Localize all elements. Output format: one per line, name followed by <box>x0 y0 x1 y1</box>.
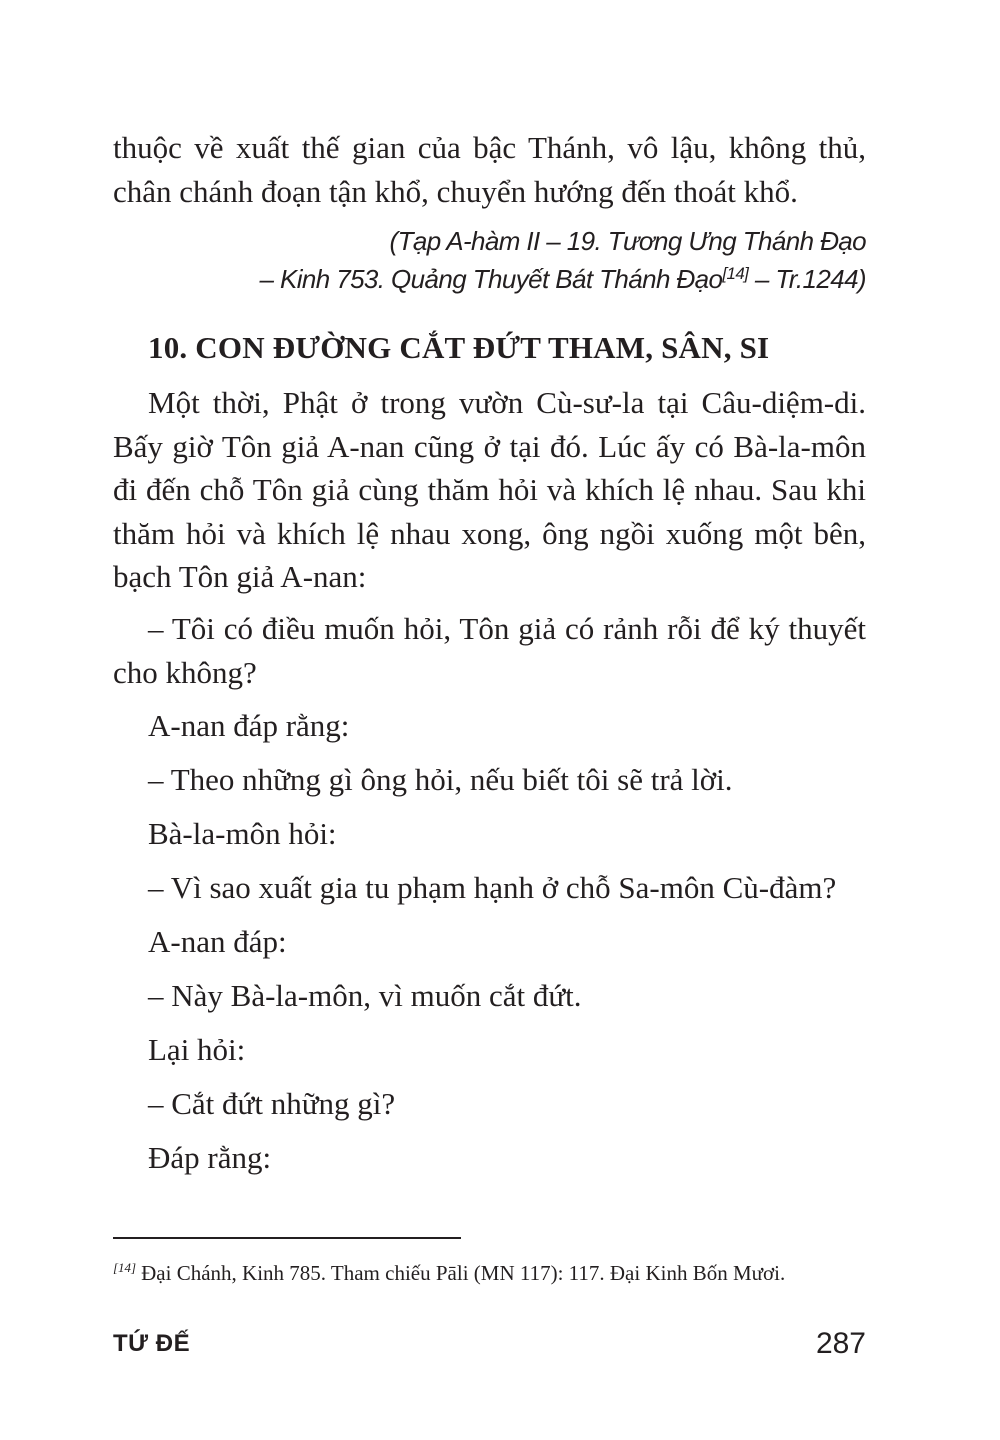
question-paragraph-container <box>113 607 866 694</box>
dialogue-line: A-nan đáp rằng: <box>148 708 350 743</box>
footnote-text: Đại Chánh, Kinh 785. Tham chiếu Pāli (MN 117): 117. Đại Kinh Bốn Mươi. <box>141 1261 786 1285</box>
dialogue-line: Lại hỏi: <box>148 1032 246 1067</box>
citation-line-2-end: – Tr.1244) <box>748 264 866 294</box>
dialogue-line: Bà-la-môn hỏi: <box>148 816 337 851</box>
dialogue-line: – Cắt đứt những gì? <box>148 1086 396 1121</box>
dialogue-line: Đáp rằng: <box>148 1140 272 1175</box>
page-number: 287 <box>815 1327 866 1360</box>
running-footer-title: TỨ ĐẾ <box>113 1330 191 1357</box>
footnote-divider <box>113 1237 461 1239</box>
intro-paragraph: Một thời, Phật ở trong vườn Cù-sư-la tại Câu-diệm-di. Bấy giờ Tôn giả A-nan cũng ở tại đó. Lúc ấy có Bà-la-môn đi đến chỗ Tôn giả cùng thăm hỏi và khích lệ nhau. Sau khi thăm hỏi và khích lệ nhau xong, ông ngồi xuống một bên, bạch Tôn giả A-nan: <box>113 385 866 594</box>
intro-paragraph-container <box>113 381 866 599</box>
citation-line-2-text: – Kinh 753. Quảng Thuyết Bát Thánh Đạo <box>259 264 723 294</box>
dialogue-line: – Theo những gì ông hỏi, nếu biết tôi sẽ trả lời. <box>148 762 733 797</box>
section-heading: 10. CON ĐƯỜNG CẮT ĐỨT THAM, SÂN, SI <box>148 330 770 365</box>
dialogue-line: – Này Bà-la-môn, vì muốn cắt đứt. <box>148 978 582 1013</box>
footnote-marker: [14] <box>113 1260 137 1275</box>
citation-ref-marker: [14] <box>722 264 749 283</box>
citation-line-2 <box>259 260 866 298</box>
opening-paragraph-container <box>113 126 866 213</box>
citation-line-1: (Tạp A-hàm II – 19. Tương Ưng Thánh Đạo <box>389 226 866 256</box>
dialogue-line: – Vì sao xuất gia tu phạm hạnh ở chỗ Sa-môn Cù-đàm? <box>148 870 837 905</box>
dialogue-line: A-nan đáp: <box>148 924 287 959</box>
opening-paragraph: thuộc về xuất thế gian của bậc Thánh, vô lậu, không thủ, chân chánh đoạn tận khổ, chuyển hướng đến thoát khổ. <box>113 130 866 209</box>
footnote <box>113 1258 785 1288</box>
question-paragraph: – Tôi có điều muốn hỏi, Tôn giả có rảnh rỗi để ký thuyết cho không? <box>113 611 866 690</box>
